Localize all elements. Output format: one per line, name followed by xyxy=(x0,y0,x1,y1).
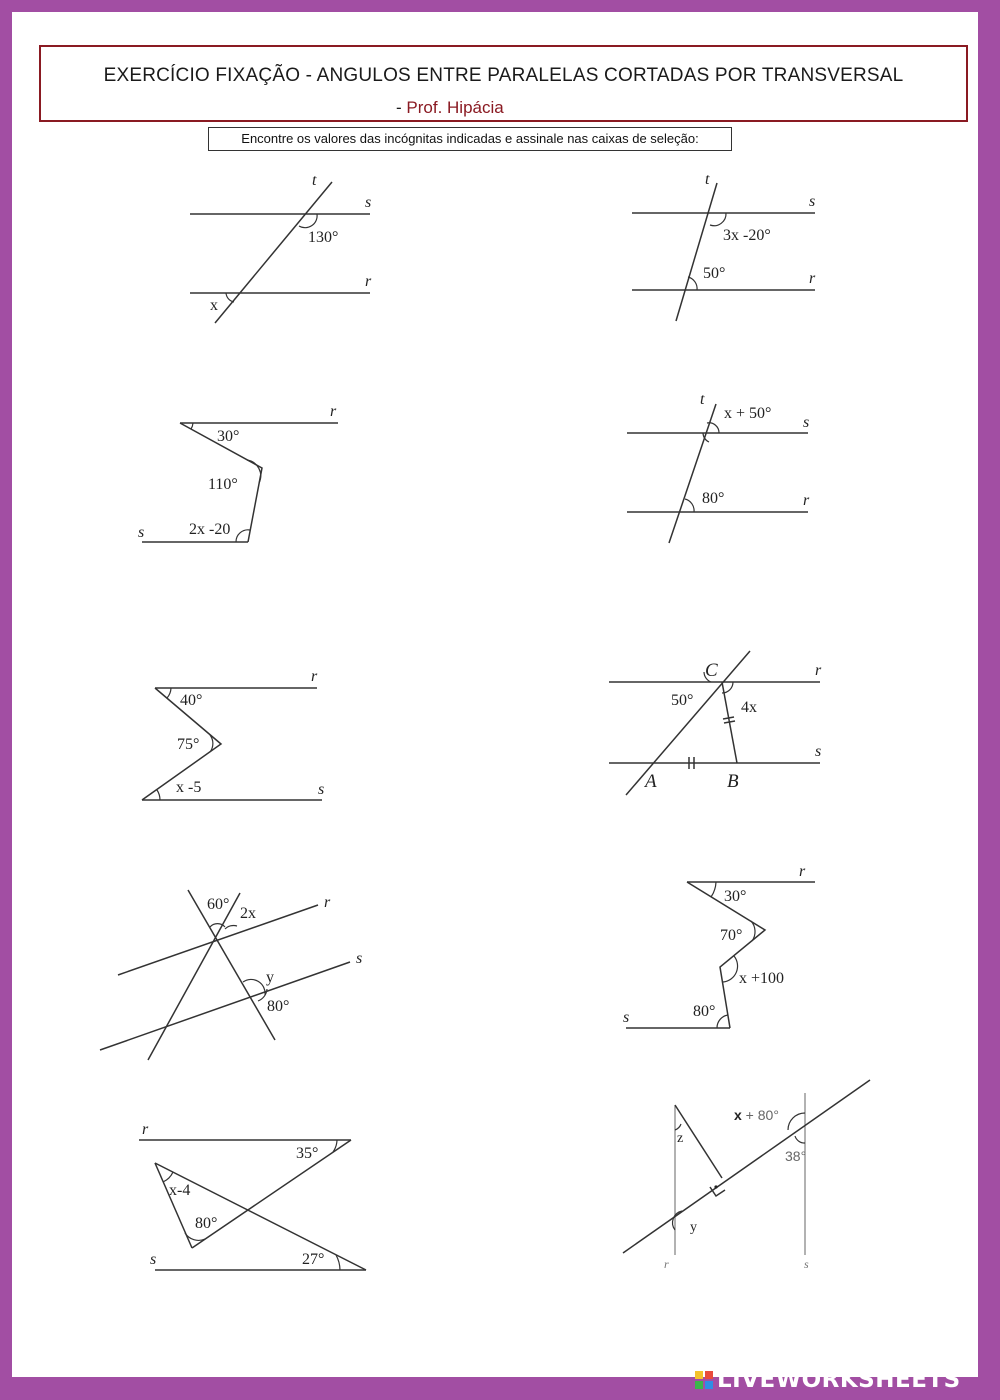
fig7-expr-label: 2x xyxy=(240,905,256,922)
fig5-expr-arc xyxy=(157,790,160,800)
fig9-a1-label: 35° xyxy=(296,1145,319,1162)
fig8-a1-label: 30° xyxy=(724,888,747,905)
fig1-angle-label: 130° xyxy=(308,229,339,246)
fig4-angle-label: 80° xyxy=(702,490,725,507)
fig3-label-r: r xyxy=(330,403,337,420)
fig2-label-r: r xyxy=(809,270,816,287)
fig7-line-r xyxy=(118,905,318,975)
fig4-transversal-t xyxy=(669,404,716,543)
fig6-label-s: s xyxy=(815,743,822,760)
fig7-label-r: r xyxy=(324,894,331,911)
fig2-expr-label: 3x -20° xyxy=(723,227,771,244)
fig8-expr-label: x +100 xyxy=(739,970,785,987)
fig6-tick-1 xyxy=(723,717,734,719)
fig6-label-r: r xyxy=(815,662,822,679)
fig4-angle-arc xyxy=(685,499,694,512)
fig2-expr-arc xyxy=(710,213,726,226)
fig6-angle-label: 50° xyxy=(671,692,694,709)
fig10-y-label: y xyxy=(690,1220,697,1235)
fig4-label-t: t xyxy=(700,391,705,408)
fig1-label-t: t xyxy=(312,172,317,189)
fig1-label-s: s xyxy=(365,194,372,211)
fig2-transversal-t xyxy=(676,183,717,321)
fig2-angle-label: 50° xyxy=(703,265,726,282)
figure-6 xyxy=(609,651,822,795)
fig8-label-r: r xyxy=(799,863,806,880)
fig10-y-arc xyxy=(673,1211,682,1230)
fig7-transversal-1 xyxy=(148,893,240,1060)
fig6-label-C: C xyxy=(705,660,718,681)
fig8-expr-arc xyxy=(723,956,738,982)
fig7-label-s: s xyxy=(356,950,363,967)
fig1-unknown-label: x xyxy=(210,297,218,314)
fig5-label-s: s xyxy=(318,781,325,798)
figure-7 xyxy=(100,890,362,1060)
fig9-expr-arc xyxy=(163,1172,173,1182)
fig6-label-A: A xyxy=(645,771,657,792)
fig3-expr-label: 2x -20 xyxy=(189,521,231,538)
fig10-angle-label: 38° xyxy=(785,1148,807,1164)
fig10-z-label: z xyxy=(677,1131,684,1146)
fig10-label-r: r xyxy=(664,1257,669,1271)
fig6-tick-2 xyxy=(724,721,735,723)
fig7-y-label: y xyxy=(266,969,274,986)
fig4-label-r: r xyxy=(803,492,810,509)
fig8-a1-arc xyxy=(711,882,716,897)
fig2-angle-arc xyxy=(688,277,697,290)
fig6-label-B: B xyxy=(727,771,739,792)
fig10-right-angle-dot xyxy=(714,1185,717,1188)
fig9-label-s: s xyxy=(150,1251,157,1268)
fig5-label-r: r xyxy=(311,668,318,685)
fig9-a2-label: 80° xyxy=(195,1215,218,1232)
fig5-a1-label: 40° xyxy=(180,692,203,709)
fig7-a1-label: 60° xyxy=(207,896,230,913)
fig1-angle-arc xyxy=(299,214,317,228)
fig7-a2-label: 80° xyxy=(267,998,290,1015)
author-name: Prof. Hipácia xyxy=(406,98,504,117)
fig10-expr-bold: x xyxy=(734,1107,742,1123)
fig10-right-angle-mark xyxy=(710,1187,725,1196)
figure-5 xyxy=(142,668,324,800)
fig8-label-s: s xyxy=(623,1009,630,1026)
fig10-expr-label xyxy=(734,1107,779,1123)
figure-4 xyxy=(627,391,810,543)
liveworksheets-logo xyxy=(695,1365,961,1395)
fig4-label-s: s xyxy=(803,414,810,431)
instructions-box: Encontre os valores das incógnitas indicadas e assinale nas caixas de seleção: xyxy=(208,127,732,151)
fig8-a3-arc xyxy=(717,1015,728,1028)
fig10-angle-arc xyxy=(795,1136,805,1143)
fig9-label-r: r xyxy=(142,1121,149,1138)
fig4-expr-label: x + 50° xyxy=(724,405,772,422)
page-title: EXERCÍCIO FIXAÇÃO - ANGULOS ENTRE PARALELAS CORTADAS POR TRANSVERSAL xyxy=(103,65,904,86)
fig10-expr-rest: + 80° xyxy=(741,1107,779,1123)
fig3-a1-arc xyxy=(191,423,193,429)
logo-cube-icon xyxy=(695,1371,713,1389)
fig3-a2-label: 110° xyxy=(208,476,238,493)
fig3-label-s: s xyxy=(138,524,145,541)
author-prefix: - xyxy=(396,98,407,117)
logo-text: LIVEWORKSHEETS xyxy=(717,1367,961,1393)
fig2-label-t: t xyxy=(705,171,710,188)
fig3-a1-label: 30° xyxy=(217,428,240,445)
fig9-a3-label: 27° xyxy=(302,1251,325,1268)
fig7-a2-arc xyxy=(258,989,267,1001)
fig1-label-r: r xyxy=(365,273,372,290)
fig9-segment-3 xyxy=(155,1163,366,1270)
fig7-expr-arc xyxy=(225,925,237,929)
fig5-a2-label: 75° xyxy=(177,736,200,753)
figure-3 xyxy=(138,403,338,542)
figure-2 xyxy=(632,171,816,321)
figure-10 xyxy=(623,1080,870,1271)
fig5-expr-label: x -5 xyxy=(176,779,202,796)
figure-8 xyxy=(623,863,815,1028)
fig10-transversal xyxy=(623,1080,870,1253)
figure-9 xyxy=(139,1121,366,1270)
figure-1 xyxy=(190,172,372,323)
fig8-a2-label: 70° xyxy=(720,927,743,944)
fig8-a3-label: 80° xyxy=(693,1003,716,1020)
fig2-label-s: s xyxy=(809,193,816,210)
fig7-line-s xyxy=(100,962,350,1050)
fig10-z-arc xyxy=(675,1124,681,1130)
fig5-a1-arc xyxy=(167,688,171,698)
fig6-expr-label: 4x xyxy=(741,699,757,716)
fig10-label-s: s xyxy=(804,1257,809,1271)
fig9-expr-label: x-4 xyxy=(169,1182,191,1199)
